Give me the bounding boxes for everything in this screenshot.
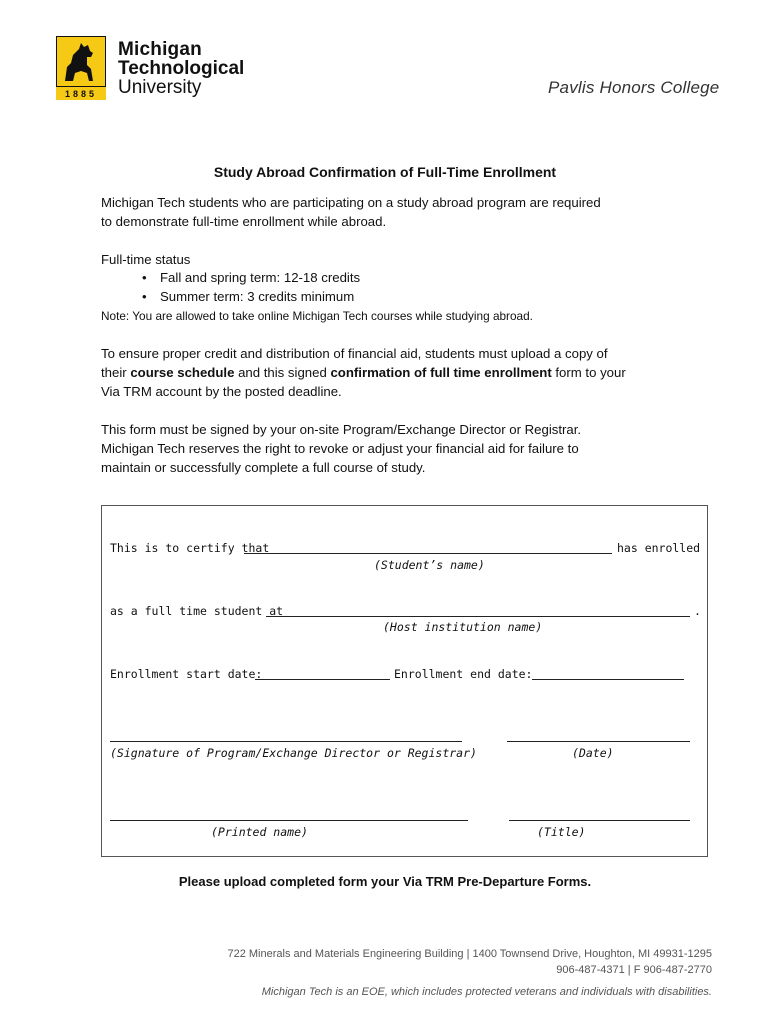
student-name-field[interactable] bbox=[244, 553, 612, 554]
footer-phone: 906-487-4371 | F 906-487-2770 bbox=[556, 964, 712, 976]
signature-requirement bbox=[101, 420, 661, 477]
printed-name-caption: (Printed name) bbox=[211, 825, 308, 839]
fulltime-label: as a full time student at bbox=[110, 604, 284, 618]
student-name-caption: (Student’s name) bbox=[374, 558, 485, 572]
start-date-field[interactable] bbox=[255, 679, 390, 680]
host-institution-caption: (Host institution name) bbox=[383, 620, 543, 634]
host-institution-field[interactable] bbox=[266, 616, 690, 617]
has-enrolled-label: has enrolled bbox=[617, 541, 701, 555]
upload-line-3: Via TRM account by the posted deadline. bbox=[101, 384, 342, 399]
list-item: • Summer term: 3 credits minimum bbox=[152, 287, 360, 306]
date-caption: (Date) bbox=[572, 746, 614, 760]
intro-line-1: Michigan Tech students who are participating on a study abroad program are required bbox=[101, 195, 601, 210]
requirement-line-1: This form must be signed by your on-site Program/Exchange Director or Registrar. bbox=[101, 422, 582, 437]
signature-field[interactable] bbox=[110, 741, 462, 742]
end-date-label: Enrollment end date: bbox=[394, 667, 533, 681]
signature-caption: (Signature of Program/Exchange Director or Registrar) bbox=[110, 746, 477, 760]
logo-text-michigan: Michigan bbox=[118, 39, 202, 60]
intro-line-2: to demonstrate full-time enrollment while abroad. bbox=[101, 214, 387, 229]
upload-note: Please upload completed form your Via TRM Pre-Departure Forms. bbox=[178, 874, 592, 889]
upload-line-2: their course schedule and this signed confirmation of full time enrollment form to your bbox=[101, 365, 626, 380]
credit-list bbox=[152, 268, 360, 306]
requirement-line-2: Michigan Tech reserves the right to revoke or adjust your financial aid for failure to bbox=[101, 441, 579, 456]
logo-year: 1885 bbox=[56, 86, 106, 100]
note-text: Note: You are allowed to take online Michigan Tech courses while studying abroad. bbox=[101, 309, 533, 323]
title-field[interactable] bbox=[509, 820, 690, 821]
list-item: • Fall and spring term: 12-18 credits bbox=[152, 268, 360, 287]
college-name: Pavlis Honors College bbox=[548, 78, 720, 97]
status-heading: Full-time status bbox=[101, 252, 191, 267]
intro-paragraph bbox=[101, 193, 661, 231]
confirmation-emphasis: confirmation of full time enrollment bbox=[330, 365, 552, 380]
certify-label: This is to certify that bbox=[110, 541, 270, 555]
date-field[interactable] bbox=[507, 741, 690, 742]
footer-address: 722 Minerals and Materials Engineering Building | 1400 Townsend Drive, Houghton, MI 49931-1295 bbox=[227, 948, 712, 960]
course-schedule-emphasis: course schedule bbox=[130, 365, 235, 380]
logo-text-university: University bbox=[118, 77, 202, 98]
upload-instructions bbox=[101, 344, 661, 401]
period: . bbox=[694, 604, 701, 618]
document-title: Study Abroad Confirmation of Full-Time Enrollment bbox=[213, 164, 557, 180]
title-caption: (Title) bbox=[537, 825, 586, 839]
upload-line-1: To ensure proper credit and distribution of financial aid, students must upload a copy of bbox=[101, 346, 608, 361]
husky-icon bbox=[57, 37, 105, 89]
start-date-label: Enrollment start date: bbox=[110, 667, 263, 681]
requirement-line-3: maintain or successfully complete a full course of study. bbox=[101, 460, 426, 475]
end-date-field[interactable] bbox=[532, 679, 684, 680]
printed-name-field[interactable] bbox=[110, 820, 468, 821]
footer-eoe: Michigan Tech is an EOE, which includes protected veterans and individuals with disabilities. bbox=[261, 986, 712, 998]
logo-text-technological: Technological bbox=[118, 58, 245, 79]
